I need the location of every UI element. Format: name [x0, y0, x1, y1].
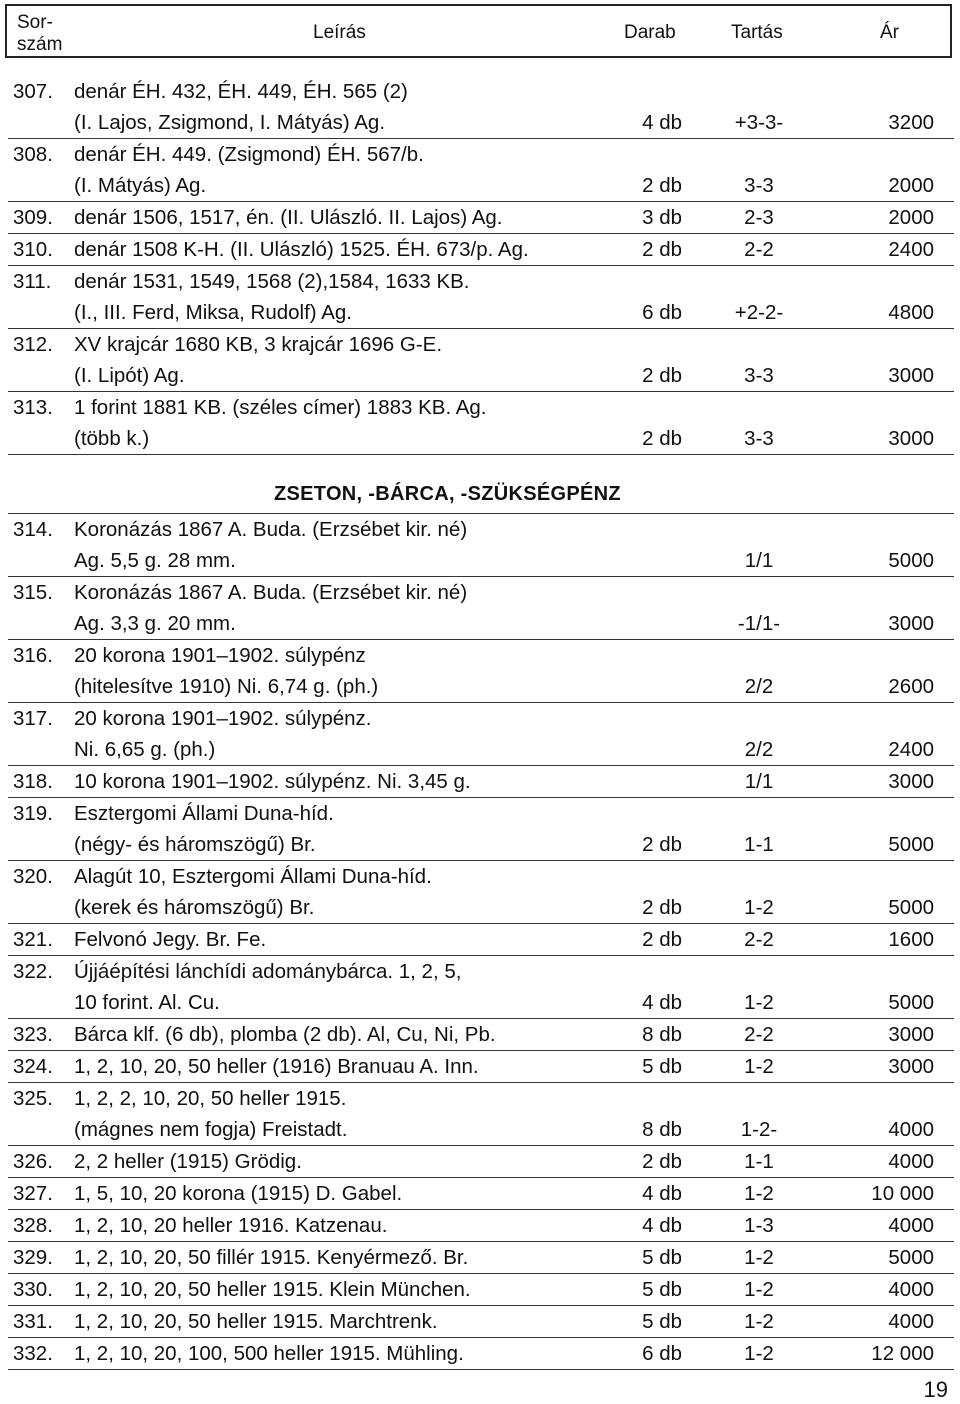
lot-ar: 5000	[888, 896, 934, 919]
lot-number: 329.	[13, 1246, 53, 1269]
lot-darab: 4 db	[642, 111, 682, 134]
lot-darab: 2 db	[642, 833, 682, 856]
lot-line	[8, 297, 954, 328]
lot-number: 330.	[13, 1278, 53, 1301]
lot-darab: 8 db	[642, 1118, 682, 1141]
lot-ar: 4000	[888, 1118, 934, 1141]
lot-tartas: +3-3-	[734, 111, 784, 134]
lot-darab: 4 db	[642, 1182, 682, 1205]
lot-desc: 1, 2, 2, 10, 20, 50 heller 1915.	[74, 1087, 347, 1110]
lot-tartas: 2-2	[744, 238, 774, 261]
lot-line	[8, 798, 954, 829]
lot-line	[8, 987, 954, 1018]
lot-tartas: 1-1	[744, 1150, 774, 1173]
table-header	[5, 4, 952, 58]
lot-line	[8, 1083, 954, 1114]
lot-tartas: 2/2	[744, 675, 774, 698]
lot-ar: 2600	[888, 675, 934, 698]
lot-tartas: 2-3	[744, 206, 774, 229]
lot-entry	[8, 798, 954, 861]
lot-entry	[8, 703, 954, 766]
lot-line	[8, 861, 954, 892]
lot-line	[8, 1146, 954, 1177]
lot-tartas: 1/1	[744, 770, 774, 793]
lot-desc: (több k.)	[74, 427, 150, 450]
lot-ar: 4000	[888, 1150, 934, 1173]
lot-tartas: +2-2-	[734, 301, 784, 324]
lot-ar: 2000	[888, 206, 934, 229]
lot-list-tokens	[8, 514, 954, 1370]
lot-darab: 2 db	[642, 1150, 682, 1173]
lot-ar: 10 000	[871, 1182, 934, 1205]
lot-line	[8, 1242, 954, 1273]
lot-desc: XV krajcár 1680 KB, 3 krajcár 1696 G-E.	[74, 333, 443, 356]
lot-desc: (hitelesítve 1910) Ni. 6,74 g. (ph.)	[74, 675, 379, 698]
lot-ar: 5000	[888, 1246, 934, 1269]
lot-desc: (mágnes nem fogja) Freistadt.	[74, 1118, 348, 1141]
lot-tartas: 1-2	[744, 1278, 774, 1301]
lot-number: 320.	[13, 865, 53, 888]
lot-ar: 12 000	[871, 1342, 934, 1365]
lot-entry	[8, 1306, 954, 1338]
lot-tartas: 3-3	[744, 364, 774, 387]
lot-desc: 1, 2, 10, 20, 50 heller (1916) Branuau A. Inn.	[74, 1055, 479, 1078]
lot-number: 322.	[13, 960, 53, 983]
lot-desc: 1, 2, 10, 20 heller 1916. Katzenau.	[74, 1214, 388, 1237]
lot-entry	[8, 1242, 954, 1274]
lot-line	[8, 107, 954, 138]
lot-desc: (I. Lajos, Zsigmond, I. Mátyás) Ag.	[74, 111, 386, 134]
lot-line	[8, 170, 954, 201]
lot-entry	[8, 1051, 954, 1083]
lot-number: 323.	[13, 1023, 53, 1046]
header-leiras: Leírás	[313, 22, 366, 43]
lot-entry	[8, 766, 954, 798]
lot-entry	[8, 234, 954, 266]
lot-darab: 5 db	[642, 1055, 682, 1078]
lot-line	[8, 1210, 954, 1241]
lot-ar: 3000	[888, 770, 934, 793]
lot-darab: 2 db	[642, 174, 682, 197]
lot-darab: 8 db	[642, 1023, 682, 1046]
lot-number: 321.	[13, 928, 53, 951]
lot-line	[8, 703, 954, 734]
lot-line	[8, 76, 954, 107]
lot-list-coins	[8, 76, 954, 455]
lot-line	[8, 329, 954, 360]
lot-tartas: 3-3	[744, 427, 774, 450]
lot-entry	[8, 202, 954, 234]
lot-ar: 3000	[888, 1023, 934, 1046]
lot-ar: 2000	[888, 174, 934, 197]
lot-desc: (I., III. Ferd, Miksa, Rudolf) Ag.	[74, 301, 352, 324]
lot-desc: 1 forint 1881 KB. (széles címer) 1883 KB. Ag.	[74, 396, 487, 419]
lot-desc: Ag. 5,5 g. 28 mm.	[74, 549, 236, 572]
lot-desc: Alagút 10, Esztergomi Állami Duna-híd.	[74, 865, 432, 888]
lot-darab: 2 db	[642, 238, 682, 261]
lot-line	[8, 1338, 954, 1369]
lot-ar: 3000	[888, 364, 934, 387]
lot-desc: Koronázás 1867 A. Buda. (Erzsébet kir. né)	[74, 518, 468, 541]
lot-tartas: 1-3	[744, 1214, 774, 1237]
lot-number: 308.	[13, 143, 53, 166]
lot-entry	[8, 266, 954, 329]
lot-ar: 4800	[888, 301, 934, 324]
lot-entry	[8, 577, 954, 640]
lot-line	[8, 608, 954, 639]
lot-line	[8, 1178, 954, 1209]
lot-number: 318.	[13, 770, 53, 793]
lot-ar: 3000	[888, 1055, 934, 1078]
lot-darab: 5 db	[642, 1278, 682, 1301]
lot-desc: Esztergomi Állami Duna-híd.	[74, 802, 334, 825]
lot-line	[8, 924, 954, 955]
lot-number: 315.	[13, 581, 53, 604]
lot-desc: denár 1506, 1517, én. (II. Ulászló. II. Lajos) Ag.	[74, 206, 503, 229]
lot-ar: 3000	[888, 427, 934, 450]
lot-line	[8, 1274, 954, 1305]
lot-number: 316.	[13, 644, 53, 667]
lot-ar: 3000	[888, 612, 934, 635]
lot-tartas: 1-2	[744, 1055, 774, 1078]
lot-number: 332.	[13, 1342, 53, 1365]
lot-darab: 2 db	[642, 896, 682, 919]
lot-darab: 3 db	[642, 206, 682, 229]
lot-line	[8, 892, 954, 923]
lot-line	[8, 1051, 954, 1082]
lot-line	[8, 360, 954, 391]
lot-entry	[8, 924, 954, 956]
lot-line	[8, 671, 954, 702]
lot-desc: Felvonó Jegy. Br. Fe.	[74, 928, 267, 951]
lot-line	[8, 423, 954, 454]
page-number: 19	[923, 1377, 948, 1402]
lot-desc: 2, 2 heller (1915) Grödig.	[74, 1150, 302, 1173]
lot-desc: Újjáépítési lánchídi adománybárca. 1, 2, 5,	[74, 960, 462, 983]
lot-entry	[8, 1019, 954, 1051]
lot-line	[8, 640, 954, 671]
lot-line	[8, 829, 954, 860]
header-sorszam: Sor- szám	[17, 12, 63, 55]
lot-desc: 1, 2, 10, 20, 100, 500 heller 1915. Mühling.	[74, 1342, 464, 1365]
lot-ar: 2400	[888, 238, 934, 261]
lot-ar: 5000	[888, 549, 934, 572]
lot-desc: denár ÉH. 432, ÉH. 449, ÉH. 565 (2)	[74, 80, 408, 103]
header-tartas: Tartás	[731, 22, 783, 43]
lot-number: 310.	[13, 238, 53, 261]
section-title: ZSETON, -BÁRCA, -SZÜKSÉGPÉNZ	[274, 483, 621, 505]
lot-ar: 3200	[888, 111, 934, 134]
lot-tartas: 1-2-	[740, 1118, 778, 1141]
lot-entry	[8, 392, 954, 455]
lot-tartas: 1-2	[744, 1246, 774, 1269]
lot-entry	[8, 1083, 954, 1146]
lot-tartas: 1-2	[744, 991, 774, 1014]
lot-entry	[8, 1178, 954, 1210]
lot-desc: denár 1531, 1549, 1568 (2),1584, 1633 KB.	[74, 270, 470, 293]
lot-desc: denár ÉH. 449. (Zsigmond) ÉH. 567/b.	[74, 143, 424, 166]
lot-line	[8, 234, 954, 265]
lot-entry	[8, 76, 954, 139]
lot-desc: (I. Lipót) Ag.	[74, 364, 185, 387]
lot-tartas: 1-2	[744, 896, 774, 919]
lot-number: 331.	[13, 1310, 53, 1333]
lot-number: 327.	[13, 1182, 53, 1205]
lot-darab: 5 db	[642, 1246, 682, 1269]
lot-tartas: 2-2	[744, 1023, 774, 1046]
lot-darab: 4 db	[642, 991, 682, 1014]
lot-line	[8, 1306, 954, 1337]
lot-tartas: 2/2	[744, 738, 774, 761]
lot-line	[8, 956, 954, 987]
lot-desc: Koronázás 1867 A. Buda. (Erzsébet kir. né)	[74, 581, 468, 604]
lot-line	[8, 1019, 954, 1050]
lot-line	[8, 139, 954, 170]
lot-darab: 5 db	[642, 1310, 682, 1333]
lot-line	[8, 392, 954, 423]
lot-desc: Ag. 3,3 g. 20 mm.	[74, 612, 236, 635]
lot-tartas: -1/1-	[737, 612, 781, 635]
lot-line	[8, 1114, 954, 1145]
lot-tartas: 2-2	[744, 928, 774, 951]
lot-number: 314.	[13, 518, 53, 541]
lot-number: 307.	[13, 80, 53, 103]
lot-entry	[8, 1274, 954, 1306]
lot-tartas: 1-1	[744, 833, 774, 856]
lot-number: 317.	[13, 707, 53, 730]
lot-number: 311.	[13, 270, 52, 293]
lot-entry	[8, 139, 954, 202]
lot-entry	[8, 861, 954, 924]
lot-desc: (kerek és háromszögű) Br.	[74, 896, 315, 919]
lot-entry	[8, 1146, 954, 1178]
lot-line	[8, 545, 954, 576]
header-ar: Ár	[880, 22, 899, 43]
lot-ar: 5000	[888, 991, 934, 1014]
lot-ar: 4000	[888, 1278, 934, 1301]
lot-number: 313.	[13, 396, 53, 419]
lot-darab: 2 db	[642, 364, 682, 387]
lot-ar: 2400	[888, 738, 934, 761]
lot-desc: denár 1508 K-H. (II. Ulászló) 1525. ÉH. 673/p. Ag.	[74, 238, 529, 261]
lot-ar: 4000	[888, 1310, 934, 1333]
lot-desc: (I. Mátyás) Ag.	[74, 174, 207, 197]
lot-line	[8, 766, 954, 797]
lot-darab: 6 db	[642, 301, 682, 324]
lot-ar: 5000	[888, 833, 934, 856]
lot-desc: 20 korona 1901–1902. súlypénz.	[74, 707, 372, 730]
lot-number: 309.	[13, 206, 53, 229]
lot-darab: 2 db	[642, 928, 682, 951]
lot-line	[8, 202, 954, 233]
lot-number: 325.	[13, 1087, 53, 1110]
lot-tartas: 1-2	[744, 1182, 774, 1205]
lot-entry	[8, 514, 954, 577]
lot-ar: 1600	[888, 928, 934, 951]
lot-desc: Bárca klf. (6 db), plomba (2 db). Al, Cu, Ni, Pb.	[74, 1023, 496, 1046]
lot-line	[8, 734, 954, 765]
lot-desc: Ni. 6,65 g. (ph.)	[74, 738, 216, 761]
lot-darab: 6 db	[642, 1342, 682, 1365]
lot-number: 319.	[13, 802, 53, 825]
lot-line	[8, 577, 954, 608]
lot-number: 328.	[13, 1214, 53, 1237]
lot-number: 312.	[13, 333, 53, 356]
lot-number: 326.	[13, 1150, 53, 1173]
lot-tartas: 1/1	[744, 549, 774, 572]
lot-tartas: 1-2	[744, 1342, 774, 1365]
lot-darab: 2 db	[642, 427, 682, 450]
lot-desc: 10 korona 1901–1902. súlypénz. Ni. 3,45 g.	[74, 770, 471, 793]
lot-desc: 1, 5, 10, 20 korona (1915) D. Gabel.	[74, 1182, 403, 1205]
lot-desc: 1, 2, 10, 20, 50 heller 1915. Klein München.	[74, 1278, 471, 1301]
section-heading	[8, 481, 954, 514]
lot-desc: 20 korona 1901–1902. súlypénz	[74, 644, 366, 667]
lot-entry	[8, 640, 954, 703]
lot-entry	[8, 956, 954, 1019]
lot-line	[8, 266, 954, 297]
lot-number: 324.	[13, 1055, 53, 1078]
lot-entry	[8, 329, 954, 392]
lot-darab: 4 db	[642, 1214, 682, 1237]
lot-desc: (négy- és háromszögű) Br.	[74, 833, 316, 856]
lot-tartas: 1-2	[744, 1310, 774, 1333]
lot-entry	[8, 1338, 954, 1370]
lot-entry	[8, 1210, 954, 1242]
header-darab: Darab	[624, 22, 676, 43]
lot-desc: 1, 2, 10, 20, 50 heller 1915. Marchtrenk.	[74, 1310, 438, 1333]
lot-ar: 4000	[888, 1214, 934, 1237]
lot-tartas: 3-3	[744, 174, 774, 197]
lot-desc: 10 forint. Al. Cu.	[74, 991, 220, 1014]
lot-desc: 1, 2, 10, 20, 50 fillér 1915. Kenyérmező. Br.	[74, 1246, 469, 1269]
lot-line	[8, 514, 954, 545]
